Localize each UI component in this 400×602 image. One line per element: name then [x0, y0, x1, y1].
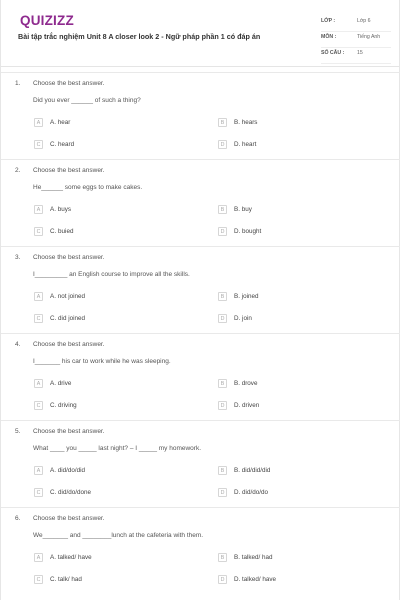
- question-block: [1, 167, 400, 254]
- option-letter-box: A: [34, 379, 43, 388]
- option-letter-box: A: [34, 118, 43, 127]
- option-letter-box: B: [218, 118, 227, 127]
- question-block: [1, 80, 400, 167]
- worksheet-header: [1, 0, 399, 67]
- question-block: [1, 515, 400, 602]
- question-divider: [1, 72, 400, 73]
- option-letter-box: C: [34, 488, 43, 497]
- meta-row-class: [321, 16, 391, 32]
- option-text: C. did joined: [50, 315, 86, 322]
- question-instruction: Choose the best answer.: [33, 515, 105, 522]
- meta-label: LỚP :: [321, 18, 336, 24]
- option-text: B. joined: [234, 293, 259, 300]
- option-text: C. talk/ had: [50, 576, 82, 583]
- option-letter-box: B: [218, 205, 227, 214]
- option-text: B. drove: [234, 380, 258, 387]
- option-text: D. talked/ have: [234, 576, 277, 583]
- meta-row-question-count: [321, 48, 391, 64]
- question-instruction: Choose the best answer.: [33, 167, 105, 174]
- option-text: D. driven: [234, 402, 260, 409]
- option-letter-box: A: [34, 553, 43, 562]
- option-letter-box: A: [34, 292, 43, 301]
- option-text: A. buys: [50, 206, 71, 213]
- option-letter-box: C: [34, 575, 43, 584]
- meta-label: SỐ CÂU :: [321, 50, 345, 56]
- question-divider: [1, 333, 400, 334]
- question-divider: [1, 159, 400, 160]
- question-number: 1.: [15, 80, 21, 87]
- worksheet-meta: [321, 16, 391, 64]
- question-divider: [1, 420, 400, 421]
- question-instruction: Choose the best answer.: [33, 341, 105, 348]
- option-text: C. driving: [50, 402, 77, 409]
- option-text: A. talked/ have: [50, 554, 92, 561]
- option-letter-box: C: [34, 227, 43, 236]
- option-text: C. buied: [50, 228, 74, 235]
- option-text: A. drive: [50, 380, 72, 387]
- question-number: 5.: [15, 428, 21, 435]
- meta-value: Tiếng Anh: [357, 34, 381, 40]
- option-letter-box: D: [218, 401, 227, 410]
- question-text: I_________ an English course to improve all the skills.: [33, 271, 190, 278]
- worksheet-title: Bài tập trắc nghiệm Unit 8 A closer look 2 - Ngữ pháp phần 1 có đáp án: [18, 32, 261, 41]
- meta-row-subject: [321, 32, 391, 48]
- option-text: C. heard: [50, 141, 75, 148]
- option-text: B. did/did/did: [234, 467, 271, 474]
- question-text: He______ some eggs to make cakes.: [33, 184, 143, 191]
- question-number: 6.: [15, 515, 21, 522]
- question-instruction: Choose the best answer.: [33, 254, 105, 261]
- question-text: What ____ you _____ last night? – I _____ my homework.: [33, 445, 202, 452]
- question-block: [1, 428, 400, 515]
- option-letter-box: B: [218, 292, 227, 301]
- question-number: 4.: [15, 341, 21, 348]
- option-text: B. hears: [234, 119, 258, 126]
- option-letter-box: D: [218, 140, 227, 149]
- option-letter-box: C: [34, 401, 43, 410]
- option-letter-box: A: [34, 466, 43, 475]
- option-letter-box: D: [218, 227, 227, 236]
- meta-value: 15: [357, 50, 363, 56]
- question-number: 3.: [15, 254, 21, 261]
- option-text: D. join: [234, 315, 252, 322]
- option-text: D. bought: [234, 228, 262, 235]
- option-text: D. heart: [234, 141, 257, 148]
- question-divider: [1, 246, 400, 247]
- question-text: Did you ever ______ of such a thing?: [33, 97, 141, 104]
- option-text: D. did/do/do: [234, 489, 268, 496]
- option-text: A. did/do/did: [50, 467, 86, 474]
- option-letter-box: B: [218, 466, 227, 475]
- option-text: A. hear: [50, 119, 71, 126]
- option-letter-box: B: [218, 553, 227, 562]
- option-letter-box: A: [34, 205, 43, 214]
- option-letter-box: D: [218, 575, 227, 584]
- option-letter-box: D: [218, 314, 227, 323]
- question-instruction: Choose the best answer.: [33, 80, 105, 87]
- option-text: B. buy: [234, 206, 252, 213]
- question-text: We_______ and ________lunch at the cafeteria with them.: [33, 532, 204, 539]
- question-text: I_______ his car to work while he was sleeping.: [33, 358, 171, 365]
- option-text: C. did/do/done: [50, 489, 91, 496]
- question-block: [1, 341, 400, 428]
- option-letter-box: D: [218, 488, 227, 497]
- meta-value: Lớp 6: [357, 18, 371, 24]
- quizizz-logo: QUIZIZZ: [20, 13, 74, 28]
- option-letter-box: C: [34, 140, 43, 149]
- question-divider: [1, 507, 400, 508]
- option-text: B. talked/ had: [234, 554, 273, 561]
- question-block: [1, 254, 400, 341]
- question-number: 2.: [15, 167, 21, 174]
- meta-label: MÔN :: [321, 34, 337, 40]
- option-letter-box: B: [218, 379, 227, 388]
- question-instruction: Choose the best answer.: [33, 428, 105, 435]
- option-letter-box: C: [34, 314, 43, 323]
- option-text: A. not joined: [50, 293, 86, 300]
